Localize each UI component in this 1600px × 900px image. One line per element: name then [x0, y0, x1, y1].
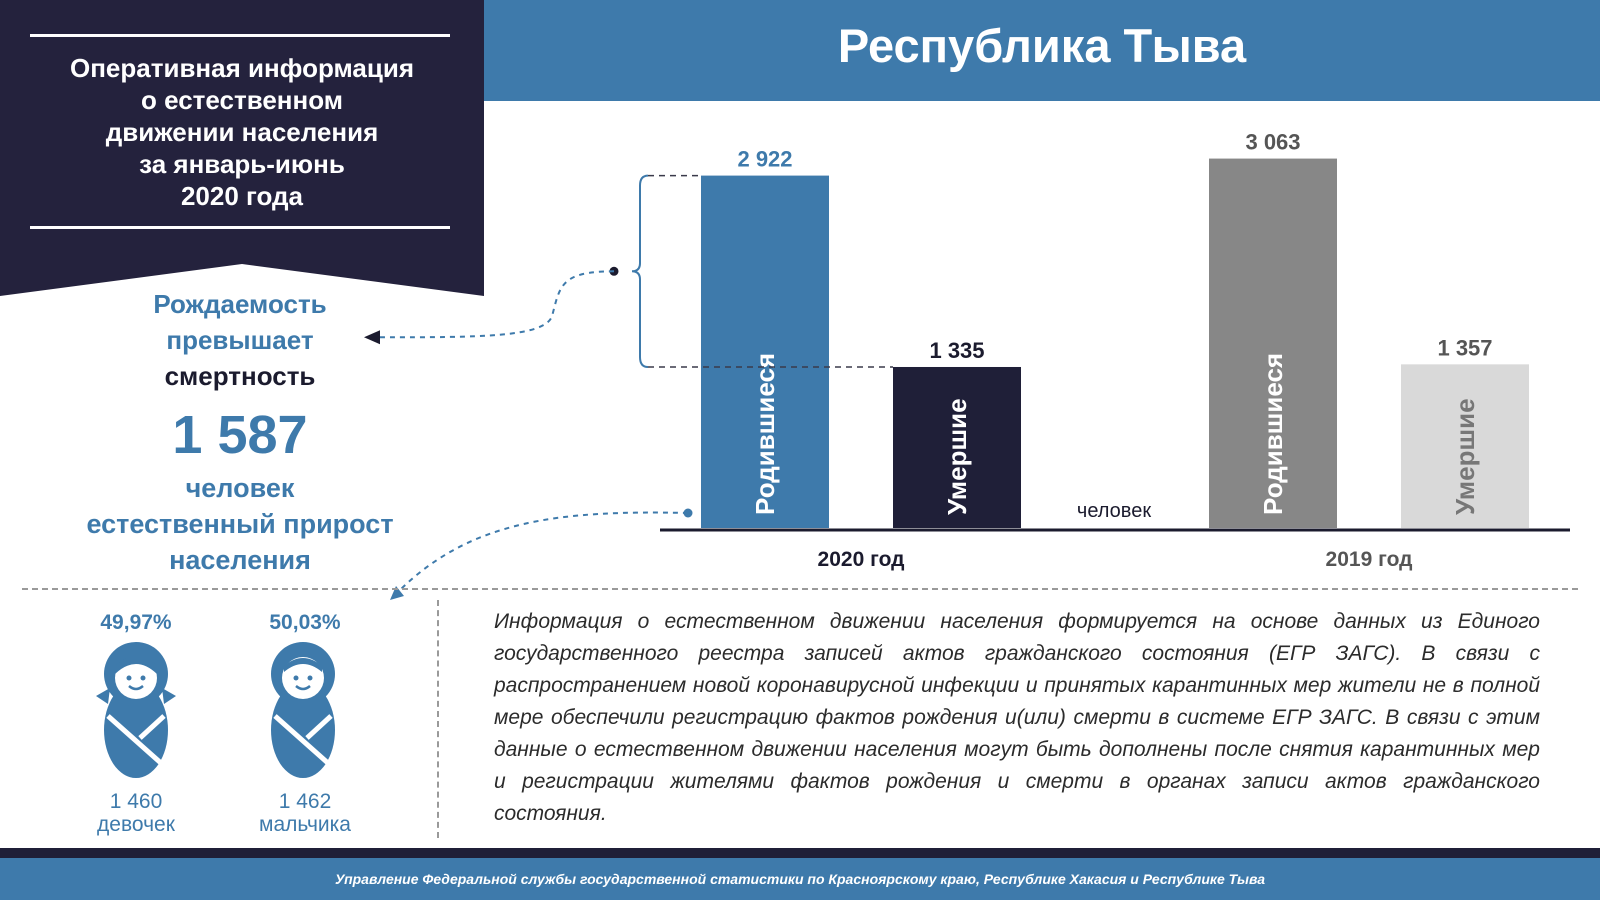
value-label-2019-deaths: 1 357	[1437, 335, 1493, 361]
group-label-2020: 2020 год	[817, 548, 905, 571]
bar-name-2019-births: Родившиеся	[1258, 352, 1288, 515]
bar-name-2020-births: Родившиеся	[750, 352, 780, 515]
lead-line-1: Рождаемость	[153, 289, 327, 319]
value-label-2019-births: 3 063	[1245, 129, 1301, 155]
boys-percent: 50,03%	[269, 611, 341, 634]
growth-line-2: естественный прирост	[86, 509, 394, 539]
boys-count-label: мальчика	[259, 813, 351, 836]
baby-boy-icon	[268, 640, 338, 780]
girls-percent: 49,97%	[100, 611, 172, 634]
unit-label: человек	[1076, 500, 1152, 522]
footer-stripe	[0, 848, 1600, 858]
footer-credit: Управление Федеральной службы государственной статистики по Красноярскому краю, Республике Хакасия и Республике Тыва	[0, 858, 1600, 900]
natural-growth-value: 1 587	[172, 405, 308, 465]
girls-count-label: девочек	[97, 813, 175, 836]
growth-line-3: населения	[169, 545, 311, 575]
lead-line-2: превышает	[166, 325, 314, 355]
region-title: Республика Тыва	[837, 19, 1247, 72]
column-divider	[437, 600, 439, 838]
group-label-2019: 2019 год	[1325, 548, 1413, 571]
boys-count-value: 1 462	[278, 790, 332, 813]
girls-count	[66, 790, 206, 836]
bar-name-2020-deaths: Умершие	[942, 398, 972, 515]
natural-growth-caption	[30, 470, 450, 578]
birth-exceeds-death-text	[30, 286, 450, 394]
lead-line-3: смертность	[164, 361, 316, 391]
bar-name-2019-deaths: Умершие	[1450, 398, 1480, 515]
value-label-2020-deaths: 1 335	[929, 337, 985, 363]
baby-girl-icon	[96, 640, 176, 780]
info-paragraph: Информация о естественном движении населения формируется на основе данных из Единого государственного реестра записей актов гражданского состояния (ЕГР ЗАГС). В связи с распространением новой коронавирусной инфекции и принятых карантинных мер жители не в полной мере обеспечили регистрацию фактов рождения и(или) смерти в системе ЕГР ЗАГС. В связи с этим данные о естественном движении населения могут быть дополнены после снятия карантинных мер и регистрации жителями фактов рождения и смерти в органах записи актов гражданского состояния.	[494, 610, 1540, 825]
growth-line-1: человек	[185, 473, 295, 503]
value-label-2020-births: 2 922	[737, 146, 793, 172]
difference-bracket	[632, 176, 648, 367]
girls-count-value: 1 460	[109, 790, 163, 813]
banner-title: Оперативная информация о естественном движении населения за январь-июнь 2020 года	[70, 53, 414, 211]
boys-count	[235, 790, 375, 836]
section-divider	[22, 588, 1578, 590]
